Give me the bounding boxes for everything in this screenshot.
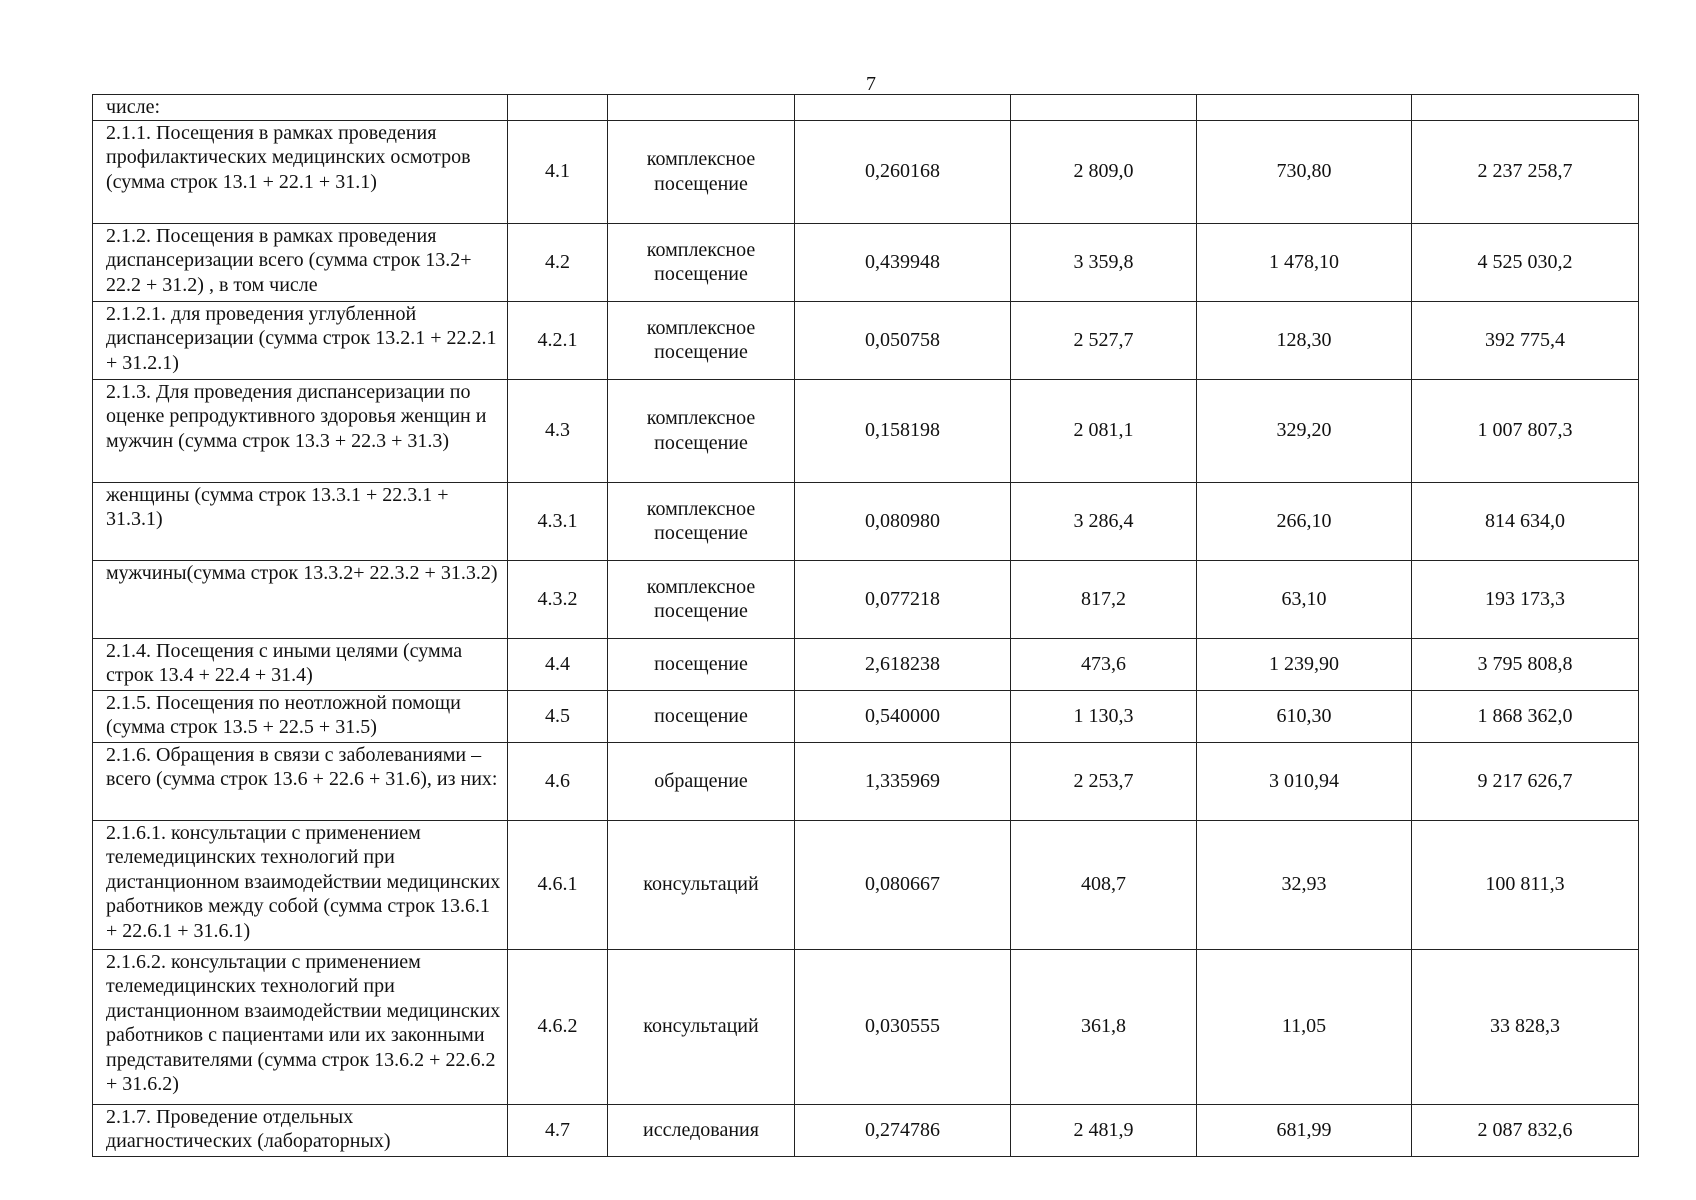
row-norm-cell: 0,260168 bbox=[795, 120, 1011, 223]
row-norm-cell: 0,439948 bbox=[795, 223, 1011, 301]
row-unit-cell: исследования bbox=[608, 1104, 795, 1156]
row-code-cell: 4.3.2 bbox=[508, 560, 608, 638]
row-code-cell: 4.3 bbox=[508, 379, 608, 482]
row-per-capita-cell: 1 239,90 bbox=[1197, 638, 1412, 690]
table-row bbox=[93, 301, 1639, 379]
table-body bbox=[93, 95, 1639, 1157]
row-norm-cell: 0,077218 bbox=[795, 560, 1011, 638]
row-cost-cell: 2 527,7 bbox=[1011, 301, 1197, 379]
row-cost-cell bbox=[1011, 95, 1197, 121]
row-total-cell: 1 007 807,3 bbox=[1412, 379, 1639, 482]
row-norm-cell: 0,274786 bbox=[795, 1104, 1011, 1156]
row-total-cell: 9 217 626,7 bbox=[1412, 742, 1639, 820]
row-per-capita-cell: 610,30 bbox=[1197, 690, 1412, 742]
table-row bbox=[93, 379, 1639, 482]
row-name-cell: 2.1.2. Посещения в рамках проведения диспансеризации всего (сумма строк 13.2+ 22.2 + 31.2) , в том числе bbox=[93, 223, 508, 301]
row-name-cell: женщины (сумма строк 13.3.1 + 22.3.1 + 31.3.1) bbox=[93, 482, 508, 560]
page-number: 7 bbox=[866, 73, 876, 95]
row-name-cell: 2.1.3. Для проведения диспансеризации по оценке репродуктивного здоровья женщин и мужчин (сумма строк 13.3 + 22.3 + 31.3) bbox=[93, 379, 508, 482]
row-total-cell: 2 087 832,6 bbox=[1412, 1104, 1639, 1156]
row-unit-cell: консультаций bbox=[608, 949, 795, 1104]
row-code-cell: 4.6 bbox=[508, 742, 608, 820]
row-code-cell: 4.3.1 bbox=[508, 482, 608, 560]
row-unit-cell: консультаций bbox=[608, 820, 795, 949]
row-norm-cell: 0,540000 bbox=[795, 690, 1011, 742]
row-per-capita-cell: 11,05 bbox=[1197, 949, 1412, 1104]
row-total-cell: 193 173,3 bbox=[1412, 560, 1639, 638]
row-per-capita-cell: 3 010,94 bbox=[1197, 742, 1412, 820]
row-unit-cell: посещение bbox=[608, 690, 795, 742]
row-unit-cell: комплексное посещение bbox=[608, 482, 795, 560]
table-row bbox=[93, 638, 1639, 690]
row-cost-cell: 1 130,3 bbox=[1011, 690, 1197, 742]
row-code-cell: 4.7 bbox=[508, 1104, 608, 1156]
row-cost-cell: 3 286,4 bbox=[1011, 482, 1197, 560]
row-total-cell: 814 634,0 bbox=[1412, 482, 1639, 560]
row-per-capita-cell: 681,99 bbox=[1197, 1104, 1412, 1156]
row-per-capita-cell: 266,10 bbox=[1197, 482, 1412, 560]
table-row bbox=[93, 1104, 1639, 1156]
row-code-cell: 4.1 bbox=[508, 120, 608, 223]
table-row bbox=[93, 820, 1639, 949]
row-name-cell: 2.1.2.1. для проведения углубленной диспансеризации (сумма строк 13.2.1 + 22.2.1 + 31.2.1) bbox=[93, 301, 508, 379]
row-per-capita-cell: 730,80 bbox=[1197, 120, 1412, 223]
row-per-capita-cell: 32,93 bbox=[1197, 820, 1412, 949]
table-row bbox=[93, 95, 1639, 121]
row-name-cell: 2.1.6. Обращения в связи с заболеваниями – всего (сумма строк 13.6 + 22.6 + 31.6), из них: bbox=[93, 742, 508, 820]
table-row bbox=[93, 223, 1639, 301]
row-norm-cell: 0,158198 bbox=[795, 379, 1011, 482]
row-total-cell: 33 828,3 bbox=[1412, 949, 1639, 1104]
row-per-capita-cell: 329,20 bbox=[1197, 379, 1412, 482]
table-row bbox=[93, 742, 1639, 820]
row-unit-cell: посещение bbox=[608, 638, 795, 690]
row-total-cell bbox=[1412, 95, 1639, 121]
row-code-cell: 4.6.1 bbox=[508, 820, 608, 949]
row-name-cell: 2.1.4. Посещения с иными целями (сумма строк 13.4 + 22.4 + 31.4) bbox=[93, 638, 508, 690]
row-unit-cell bbox=[608, 95, 795, 121]
volume-cost-table bbox=[92, 94, 1639, 1157]
row-cost-cell: 2 081,1 bbox=[1011, 379, 1197, 482]
table-row bbox=[93, 482, 1639, 560]
row-norm-cell: 0,080980 bbox=[795, 482, 1011, 560]
row-cost-cell: 2 809,0 bbox=[1011, 120, 1197, 223]
row-per-capita-cell bbox=[1197, 95, 1412, 121]
row-norm-cell: 0,080667 bbox=[795, 820, 1011, 949]
row-cost-cell: 817,2 bbox=[1011, 560, 1197, 638]
row-cost-cell: 2 253,7 bbox=[1011, 742, 1197, 820]
row-norm-cell: 0,050758 bbox=[795, 301, 1011, 379]
row-per-capita-cell: 1 478,10 bbox=[1197, 223, 1412, 301]
row-per-capita-cell: 63,10 bbox=[1197, 560, 1412, 638]
row-norm-cell bbox=[795, 95, 1011, 121]
row-total-cell: 1 868 362,0 bbox=[1412, 690, 1639, 742]
row-name-cell: 2.1.6.1. консультации с применением телемедицинских технологий при дистанционном взаимодействии медицинских работников между собой (сумма строк 13.6.1 + 22.6.1 + 31.6.1) bbox=[93, 820, 508, 949]
row-name-cell: 2.1.5. Посещения по неотложной помощи (сумма строк 13.5 + 22.5 + 31.5) bbox=[93, 690, 508, 742]
row-unit-cell: комплексное посещение bbox=[608, 120, 795, 223]
row-norm-cell: 0,030555 bbox=[795, 949, 1011, 1104]
row-total-cell: 2 237 258,7 bbox=[1412, 120, 1639, 223]
table-row bbox=[93, 949, 1639, 1104]
row-name-cell: 2.1.1. Посещения в рамках проведения профилактических медицинских осмотров (сумма строк 13.1 + 22.1 + 31.1) bbox=[93, 120, 508, 223]
row-name-cell: числе: bbox=[93, 95, 508, 121]
row-total-cell: 100 811,3 bbox=[1412, 820, 1639, 949]
row-code-cell: 4.5 bbox=[508, 690, 608, 742]
row-unit-cell: комплексное посещение bbox=[608, 560, 795, 638]
row-unit-cell: обращение bbox=[608, 742, 795, 820]
table-row bbox=[93, 560, 1639, 638]
row-unit-cell: комплексное посещение bbox=[608, 301, 795, 379]
row-norm-cell: 2,618238 bbox=[795, 638, 1011, 690]
row-total-cell: 4 525 030,2 bbox=[1412, 223, 1639, 301]
row-total-cell: 3 795 808,8 bbox=[1412, 638, 1639, 690]
row-name-cell: 2.1.6.2. консультации с применением телемедицинских технологий при дистанционном взаимодействии медицинских работников с пациентами или их законными представителями (сумма строк 13.6.2 + 22.6.2 + 31.6.2) bbox=[93, 949, 508, 1104]
row-unit-cell: комплексное посещение bbox=[608, 223, 795, 301]
table-row bbox=[93, 120, 1639, 223]
row-cost-cell: 473,6 bbox=[1011, 638, 1197, 690]
row-unit-cell: комплексное посещение bbox=[608, 379, 795, 482]
row-total-cell: 392 775,4 bbox=[1412, 301, 1639, 379]
row-code-cell: 4.6.2 bbox=[508, 949, 608, 1104]
row-code-cell: 4.2 bbox=[508, 223, 608, 301]
row-cost-cell: 3 359,8 bbox=[1011, 223, 1197, 301]
row-per-capita-cell: 128,30 bbox=[1197, 301, 1412, 379]
row-name-cell: 2.1.7. Проведение отдельных диагностических (лабораторных) bbox=[93, 1104, 508, 1156]
row-norm-cell: 1,335969 bbox=[795, 742, 1011, 820]
row-cost-cell: 361,8 bbox=[1011, 949, 1197, 1104]
row-code-cell bbox=[508, 95, 608, 121]
row-name-cell: мужчины(сумма строк 13.3.2+ 22.3.2 + 31.3.2) bbox=[93, 560, 508, 638]
row-code-cell: 4.2.1 bbox=[508, 301, 608, 379]
row-cost-cell: 2 481,9 bbox=[1011, 1104, 1197, 1156]
row-code-cell: 4.4 bbox=[508, 638, 608, 690]
table-row bbox=[93, 690, 1639, 742]
row-cost-cell: 408,7 bbox=[1011, 820, 1197, 949]
